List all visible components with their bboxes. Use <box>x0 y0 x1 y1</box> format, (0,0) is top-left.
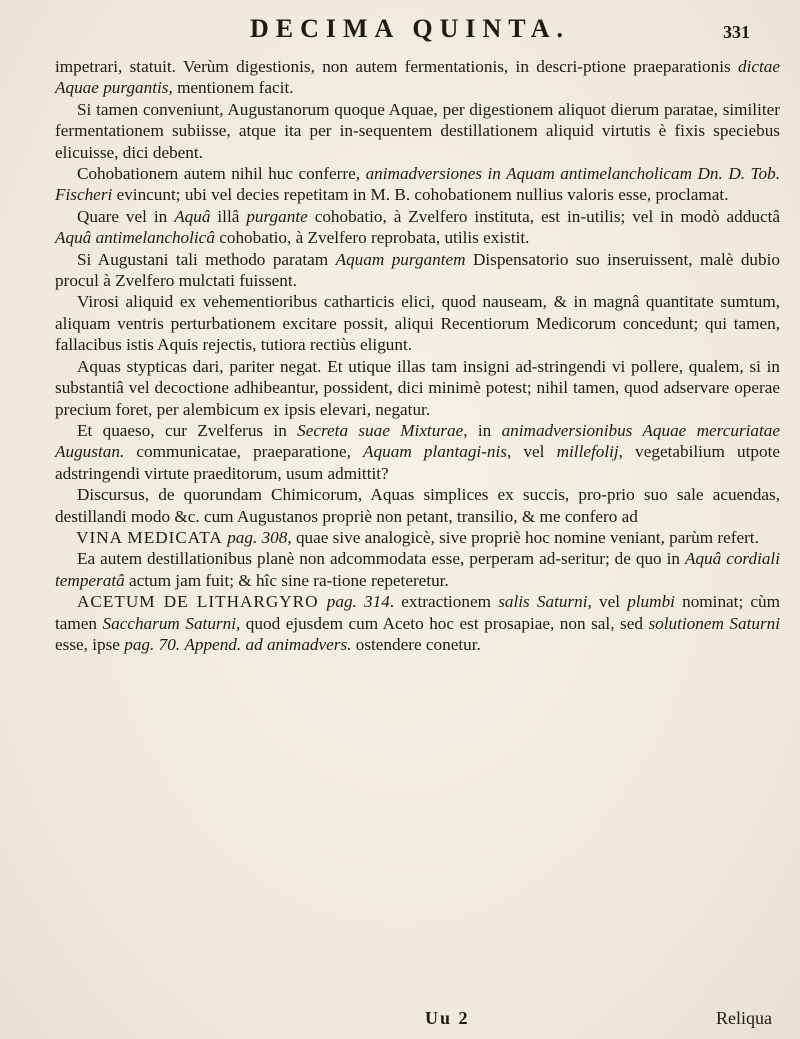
paragraph <box>55 591 780 655</box>
italic-run: Append. ad animadvers. <box>184 634 352 654</box>
paragraph <box>55 356 780 420</box>
paragraph <box>55 56 780 99</box>
text-run: ostendere conetur. <box>351 634 481 654</box>
paragraph <box>55 206 780 249</box>
text-run: Discursus, de quorundam Chimicorum, Aquas simplices ex succis, pro-prio suo sale acuendas, destillandi modo &c. cum Augustanos propriè non petant, transilio, & me confero ad <box>55 485 780 526</box>
page-footer <box>55 1008 780 1032</box>
italic-run: Aquâ cordiali temperatâ <box>55 549 780 590</box>
page-number: 331 <box>723 22 750 42</box>
italic-run: animadversiones in Aquam antimelancholicam Dn. D. Tob. Fischeri <box>55 164 780 205</box>
text-run: , vel <box>506 442 557 462</box>
running-head: DECIMA QUINTA. <box>250 14 570 43</box>
italic-run: Aquâ <box>174 206 211 226</box>
text-run: . extractionem <box>389 592 499 612</box>
italic-run: animadversionibus Aquae mercuriatae Augustan. <box>55 420 781 462</box>
italic-run: pag. 314 <box>326 592 390 612</box>
text-run: esse, ipse <box>55 634 125 654</box>
text-run: Quare vel in <box>77 206 175 226</box>
body-text <box>55 56 780 655</box>
italic-run: purgante <box>246 206 308 226</box>
paragraph <box>55 548 780 591</box>
text-run: actum jam fuit; & hîc sine ra-tione repeteretur. <box>124 570 449 590</box>
text-run: , mentionem facit. <box>168 78 294 98</box>
italic-run: Saccharum Saturni <box>102 613 236 633</box>
italic-run: Aquâ antimelancholicâ <box>55 228 215 248</box>
text-run: Aquas stypticas dari, pariter negat. Et utique illas tam insigni ad-stringendi vi pollere, qualem, si in substantiâ vel decoctione adhibeantur, possident, dici minimè potest; nihil tamen, quod adservare operae precium foret, per alembicum ex ipsis elevari, negatur. <box>55 356 780 419</box>
text-run: Si tamen conveniunt, Augustanorum quoque Aquae, per digestionem aliquot dierum paratae, similiter fermentationem subiisse, atque ita per in-sequentem destillationem aliquid virtutis è fixis speciebus elicuisse, dici debent. <box>55 99 780 162</box>
paragraph <box>55 291 780 355</box>
signature-mark: Uu 2 <box>425 1008 470 1028</box>
paragraph <box>55 99 780 163</box>
text-run: evincunt; ubi vel decies repetitam in M. B. cohobationem nullius valoris esse, proclamat. <box>112 185 729 205</box>
text-run: impetrari, statuit. Verùm digestionis, non autem fermentationis, in descri-ptione praeparationis <box>55 57 738 76</box>
italic-run: millefolij <box>556 442 619 462</box>
text-run: nominat; cùm tamen <box>55 592 781 633</box>
italic-run: Secreta suae Mixturae <box>297 420 464 440</box>
text-run: , in <box>463 420 502 440</box>
text-run: Si Augustani tali methodo paratam <box>77 249 336 269</box>
italic-run: salis Saturni <box>498 592 588 612</box>
text-run: Et quaeso, cur Zvelferus in <box>77 420 298 440</box>
text-run: Ea autem destillationibus planè non adcommodata esse, perperam ad-seritur; de quo in <box>77 549 685 569</box>
text-run: Cohobationem autem nihil huc conferre, <box>77 164 366 184</box>
paragraph <box>55 249 780 292</box>
text-run: cohobatio, à Zvelfero reprobata, utilis existit. <box>214 228 530 248</box>
paragraph <box>55 420 780 484</box>
text-run: illâ <box>210 206 247 226</box>
paragraph <box>55 163 780 206</box>
text-run: , quod ejusdem cum Aceto hoc est prosapiae, non sal, sed <box>235 613 649 633</box>
italic-run: plumbi <box>627 592 675 612</box>
text-run: , vegetabilium utpote adstringendi virtute praeditorum, usum admittit? <box>55 442 780 483</box>
italic-run: pag. 308 <box>227 527 288 547</box>
paragraph <box>55 484 780 527</box>
text-run: cohobatio, à Zvelfero instituta, est in-utilis; vel in modò adductâ <box>307 206 780 226</box>
text-run: , vel <box>587 592 628 612</box>
page-header <box>40 14 760 54</box>
text-run: Virosi aliquid ex vehementioribus catharticis elici, quod nauseam, & in magnâ quantitate sumtum, aliquam ventris perturbationem excitare possit, aliqui Recentiorum Medicorum concedunt; qui tamen, fallacibus istis Aquis rejectis, tutiora rectiùs eligunt. <box>55 292 780 355</box>
paragraph <box>55 527 780 548</box>
italic-run: pag. 70. <box>124 634 181 654</box>
italic-run: Aquam purgantem <box>335 249 466 269</box>
text-run: ACETUM DE LITHARGYRO <box>77 592 327 612</box>
italic-run: Aquam plantagi-nis <box>363 442 507 462</box>
text-run: Dispensatorio suo inseruissent, malè dubio procul à Zvelfero mulctati fuissent. <box>55 249 780 291</box>
italic-run: dictae Aquae purgantis <box>55 57 780 98</box>
text-run: , quae sive analogicè, sive propriè hoc nomine veniant, parùm refert. <box>287 527 759 547</box>
catchword: Reliqua <box>716 1008 772 1028</box>
italic-run: solutionem Saturni <box>648 613 780 633</box>
text-run: VINA MEDICATA <box>76 527 228 547</box>
text-run: communicatae, praeparatione, <box>124 442 364 462</box>
